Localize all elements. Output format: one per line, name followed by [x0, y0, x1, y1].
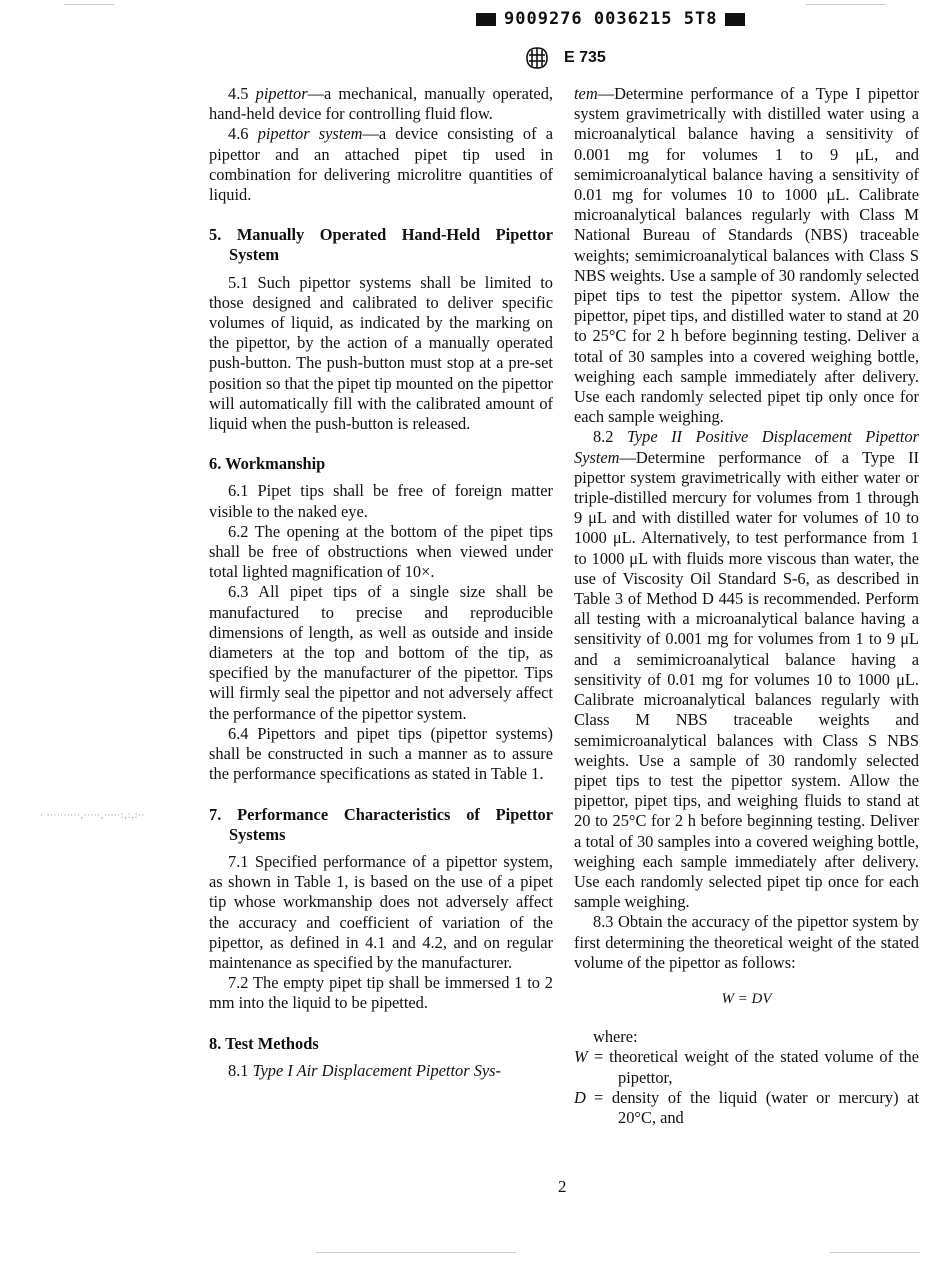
term: tem — [574, 84, 598, 103]
standard-header — [524, 44, 606, 72]
paragraph-7-1: 7.1 Specified performance of a pipettor system, as shown in Table 1, is based on the use of a pipet tip whose workmanship does not adversely affect the accuracy and coefficient of variation of the pipettor, as defined in 4.1 and 4.2, and on regular maintenance as specified by the manufacturer. — [209, 851, 553, 972]
document-code — [476, 8, 758, 30]
scan-mark — [806, 4, 886, 5]
clause-text: —a mechanical, manually operated, hand-held device for controlling fluid flow. — [209, 84, 553, 124]
paragraph-6-4: 6.4 Pipettors and pipet tips (pipettor systems) shall be constructed in such a manner as to assure the performance specifications as stated in Table 1. — [209, 723, 553, 784]
standard-number: E 735 — [564, 49, 606, 66]
page-number: 2 — [558, 1177, 567, 1196]
paragraph-7-2: 7.2 The empty pipet tip shall be immersed 1 to 2 mm into the liquid to be pipetted. — [209, 973, 553, 1013]
section-6-heading: 6. Workmanship — [209, 454, 326, 474]
definition-text: = density of the liquid (water or mercury) at 20°C, and — [594, 1087, 919, 1127]
definition-d — [574, 1088, 919, 1128]
paragraph-6-1: 6.1 Pipet tips shall be free of foreign matter visible to the naked eye. — [209, 481, 553, 521]
section-8-heading: 8. Test Methods — [209, 1033, 319, 1053]
definition-symbol: D — [574, 1087, 586, 1107]
paragraph-8-2 — [574, 427, 919, 912]
clause-number: 8.1 — [228, 1060, 249, 1080]
clause-text: —Determine performance of a Type I pipettor system gravimetrically with distilled water using a microanalytical balance having a sensitivity of 0.001 mg for volumes 1 to 9 μL, and semimicroanalytical balance having a sensitivity of 0.01 mg for volumes 10 to 1000 μL. Calibrate microanalytical balances regularly with Class M National Bureau of Standards (NBS) traceable weights; semimicroanalytical balances with Class S NBS weights. Use a sample of 30 randomly selected pipet tips to test the pipettor system. Allow the pipettor, pipet tips, and distilled water to stand at 20 to 25°C for 2 h before beginning testing. Deliver a total of 30 samples into a covered weighing bottle, weighing each sample immediately after delivery. Use each randomly selected pipet tip only once for each sample weighing. — [574, 84, 919, 427]
scan-specks: · ··········,·····,·····:,:,:·· — [40, 811, 145, 821]
paragraph-8-3: 8.3 Obtain the accuracy of the pipettor system by first determining the theoretical weight of the stated volume of the pipettor as follows: — [574, 912, 919, 972]
scan-mark — [830, 1252, 920, 1253]
term: Type I Air Displacement Pipettor Sys- — [252, 1060, 501, 1080]
equation: W = DV — [721, 990, 772, 1007]
section-7-heading: 7. Performance Characteristics of Pipettor Systems — [209, 804, 553, 844]
term: pipettor system — [257, 124, 363, 144]
clause-text: —Determine performance of a Type II pipettor system gravimetrically with either water or triple-distilled mercury for volumes from 1 through 9 μL and with distilled water for volumes of 10 to 1000 μL. Alternatively, to test performance from 1 to 1000 μL with fluids more viscous than water, the use of Viscosity Oil Standard S-6, as described in Table 3 of Method D 445 is recommended. Perform all testing with a microanalytical balance having a sensitivity of 0.001 mg for volumes from 1 to 9 μL and a semimicroanalytical balance having a sensitivity of 0.01 mg for volumes 10 to 1000 μL. Calibrate microanalytical balances regularly with Class M NBS traceable weights and semimicroanalytical balances with Class S NBS weights. Use a sample of 30 randomly selected pipet tips to test the pipettor system. Allow the pipettor, pipet tips, and weighing fluids to stand at 20 to 25°C for 2 h before beginning testing. Deliver a total of 30 samples into a covered weighing bottle, weighing each sample immediately after delivery. Use each randomly selected pipet tip once for each sample weighing. — [574, 447, 919, 912]
where-label: where: — [593, 1027, 638, 1047]
left-column — [209, 84, 553, 1081]
right-column — [574, 84, 919, 1128]
paragraph-8-1-continued — [574, 84, 919, 427]
astm-logo-icon — [524, 46, 550, 70]
clause-number: 4.6 — [228, 124, 249, 144]
clause-number: 8.2 — [593, 427, 614, 447]
section-5-heading: 5. Manually Operated Hand-Held Pipettor System — [209, 225, 553, 265]
paragraph-6-2: 6.2 The opening at the bottom of the pipet tips shall be free of obstructions when viewed under total lighted magnification of 10×. — [209, 521, 553, 582]
term: Type II Positive Displacement Pipettor System — [574, 427, 919, 467]
definition-symbol: W — [574, 1047, 588, 1067]
scan-mark — [64, 4, 114, 5]
clause-number: 4.5 — [228, 84, 249, 103]
term: pipettor — [255, 84, 308, 103]
paragraph-4-6 — [209, 124, 553, 205]
definition-w — [574, 1047, 919, 1087]
definition-text: = theoretical weight of the stated volume of the pipettor, — [594, 1047, 919, 1087]
paragraph-6-3: 6.3 All pipet tips of a single size shall be manufactured to precise and reproducible dimensions of length, as well as outside and inside diameters at the top and bottom of the tip, as specified by the manufacturer of the pipettor. Tips will firmly seal the pipettor and not adversely affect the performance of the pipettor system. — [209, 582, 553, 723]
scan-mark — [316, 1252, 516, 1253]
black-bar-left — [476, 13, 496, 26]
document-code-number: 9009276 0036215 5T8 — [504, 9, 718, 29]
paragraph-5-1: 5.1 Such pipettor systems shall be limited to those designed and calibrated to deliver specific volumes of liquid, as indicated by the marking on the pipettor, by the action of a manually operated push-button. The push-button must stop at a pre-set position so that the pipet tip mounted on the pipettor will automatically fill with the calibrated amount of liquid when the push-button is released. — [209, 272, 553, 434]
black-bar-right — [725, 13, 745, 26]
clause-text: —a device consisting of a pipettor and an attached pipet tip used in combination for delivering microlitre quantities of liquid. — [209, 124, 553, 205]
paragraph-8-1-start — [209, 1061, 553, 1081]
paragraph-4-5 — [209, 84, 553, 124]
